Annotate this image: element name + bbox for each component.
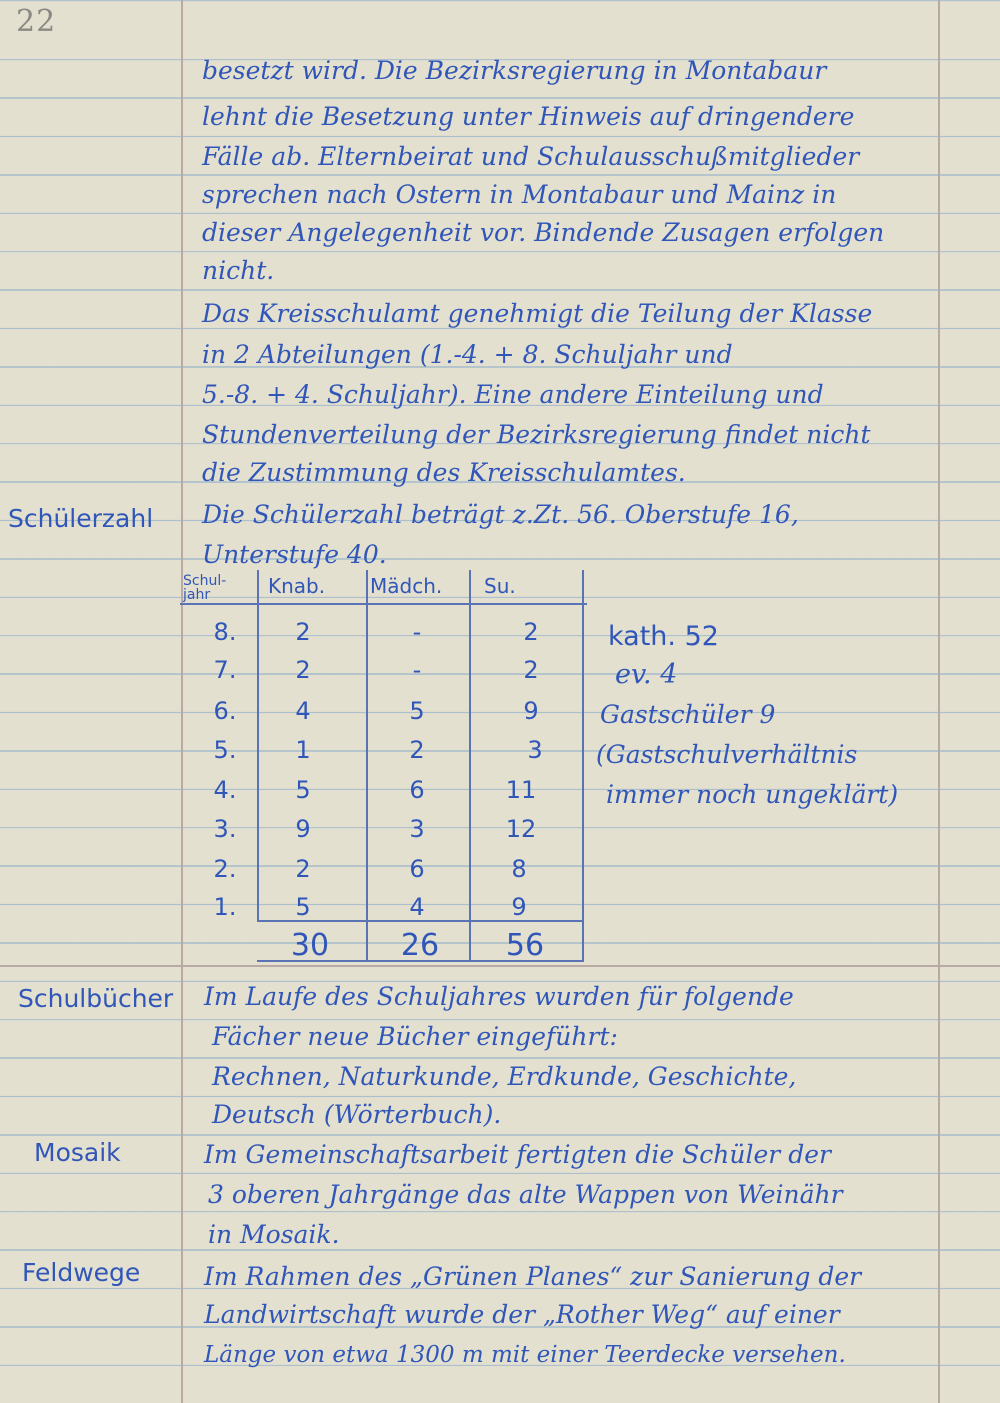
table-cell-schuljahr: 6. bbox=[213, 697, 237, 725]
table-total-knaben: 30 bbox=[290, 928, 330, 963]
table-header-maedchen: Mädch. bbox=[370, 574, 443, 598]
table-cell-summe: 9 bbox=[511, 893, 527, 921]
table-column-rule bbox=[469, 570, 471, 962]
table-column-rule bbox=[582, 570, 584, 962]
text-line: Länge von etwa 1300 m mit einer Teerdecke versehen. bbox=[204, 1342, 846, 1368]
side-note-kath: kath. 52 bbox=[608, 621, 719, 652]
table-cell-schuljahr: 4. bbox=[213, 776, 237, 804]
table-cell-summe: 11 bbox=[505, 776, 537, 804]
table-cell-summe: 9 bbox=[523, 697, 539, 725]
table-cell-schuljahr: 7. bbox=[213, 656, 237, 684]
text-line: Stundenverteilung der Bezirksregierung findet nicht bbox=[202, 420, 871, 449]
margin-label-feldwege: Feldwege bbox=[22, 1258, 141, 1287]
margin-label-schulbuecher: Schulbücher bbox=[18, 984, 174, 1013]
text-line: nicht. bbox=[202, 256, 275, 285]
table-cell-maedchen: - bbox=[412, 656, 422, 684]
text-line: Fächer neue Bücher eingeführt: bbox=[212, 1022, 618, 1051]
margin-label-mosaik: Mosaik bbox=[34, 1138, 121, 1167]
table-cell-maedchen: 4 bbox=[409, 893, 425, 921]
table-cell-summe: 3 bbox=[527, 736, 543, 764]
table-total-maedchen: 26 bbox=[400, 928, 440, 963]
side-note-ungeklaert: immer noch ungeklärt) bbox=[606, 780, 899, 809]
margin-label-schuelerzahl: Schülerzahl bbox=[8, 504, 154, 533]
text-line: besetzt wird. Die Bezirksregierung in Montabaur bbox=[202, 56, 827, 85]
table-cell-maedchen: - bbox=[412, 618, 422, 646]
table-cell-knaben: 2 bbox=[295, 855, 311, 883]
side-note-ev: ev. 4 bbox=[615, 659, 678, 690]
table-cell-maedchen: 3 bbox=[409, 815, 425, 843]
text-line: Fälle ab. Elternbeirat und Schulausschußmitglieder bbox=[202, 142, 860, 171]
text-line: Im Laufe des Schuljahres wurden für folgende bbox=[204, 982, 794, 1011]
table-cell-summe: 2 bbox=[523, 618, 539, 646]
table-cell-summe: 8 bbox=[511, 855, 527, 883]
text-line: die Zustimmung des Kreisschulamtes. bbox=[202, 458, 686, 487]
table-cell-schuljahr: 3. bbox=[213, 815, 237, 843]
table-cell-schuljahr: 1. bbox=[213, 893, 237, 921]
side-note-gastschulverhaeltnis: (Gastschulverhältnis bbox=[596, 740, 858, 769]
text-line: Im Rahmen des „Grünen Planes“ zur Sanierung der bbox=[204, 1262, 862, 1291]
table-cell-maedchen: 2 bbox=[409, 736, 425, 764]
text-line: 5.-8. + 4. Schuljahr). Eine andere Einteilung und bbox=[202, 380, 824, 409]
side-note-gastschueler: Gastschüler 9 bbox=[600, 700, 776, 729]
right-margin-rule bbox=[938, 0, 940, 1403]
page-number: 22 bbox=[16, 4, 57, 39]
table-cell-schuljahr: 8. bbox=[213, 618, 237, 646]
text-line: Im Gemeinschaftsarbeit fertigten die Schüler der bbox=[204, 1140, 831, 1169]
text-line: dieser Angelegenheit vor. Bindende Zusagen erfolgen bbox=[202, 218, 885, 247]
table-header-knaben: Knab. bbox=[268, 574, 326, 598]
text-line: in Mosaik. bbox=[208, 1220, 340, 1249]
table-column-rule bbox=[366, 570, 368, 962]
table-cell-maedchen: 6 bbox=[409, 776, 425, 804]
text-line: lehnt die Besetzung unter Hinweis auf dringendere bbox=[202, 102, 855, 131]
table-cell-knaben: 4 bbox=[295, 697, 311, 725]
table-cell-maedchen: 5 bbox=[409, 697, 425, 725]
table-header-summe: Su. bbox=[484, 574, 516, 598]
text-line: sprechen nach Ostern in Montabaur und Mainz in bbox=[202, 180, 837, 209]
text-line: Unterstufe 40. bbox=[202, 540, 387, 569]
table-header-schuljahr: Schul-jahr bbox=[183, 573, 227, 603]
table-total-summe: 56 bbox=[505, 928, 545, 963]
margin-rule bbox=[181, 0, 183, 1403]
table-cell-schuljahr: 5. bbox=[213, 736, 237, 764]
section-divider bbox=[0, 965, 1000, 967]
text-line: Das Kreisschulamt genehmigt die Teilung der Klasse bbox=[202, 299, 873, 328]
table-cell-knaben: 1 bbox=[295, 736, 311, 764]
text-line: Rechnen, Naturkunde, Erdkunde, Geschichte, bbox=[212, 1062, 797, 1091]
table-cell-knaben: 2 bbox=[295, 618, 311, 646]
table-cell-knaben: 9 bbox=[295, 815, 311, 843]
table-cell-schuljahr: 2. bbox=[213, 855, 237, 883]
table-cell-knaben: 2 bbox=[295, 656, 311, 684]
text-line: Landwirtschaft wurde der „Rother Weg“ auf einer bbox=[204, 1300, 840, 1329]
table-cell-summe: 12 bbox=[505, 815, 537, 843]
table-cell-maedchen: 6 bbox=[409, 855, 425, 883]
text-line: 3 oberen Jahrgänge das alte Wappen von Weinähr bbox=[208, 1180, 843, 1209]
table-cell-knaben: 5 bbox=[295, 776, 311, 804]
text-line: Die Schülerzahl beträgt z.Zt. 56. Oberstufe 16, bbox=[202, 500, 799, 529]
text-line: in 2 Abteilungen (1.-4. + 8. Schuljahr und bbox=[202, 340, 733, 369]
text-line: Deutsch (Wörterbuch). bbox=[212, 1100, 502, 1129]
table-cell-knaben: 5 bbox=[295, 893, 311, 921]
table-cell-summe: 2 bbox=[523, 656, 539, 684]
table-header-rule bbox=[180, 603, 587, 605]
